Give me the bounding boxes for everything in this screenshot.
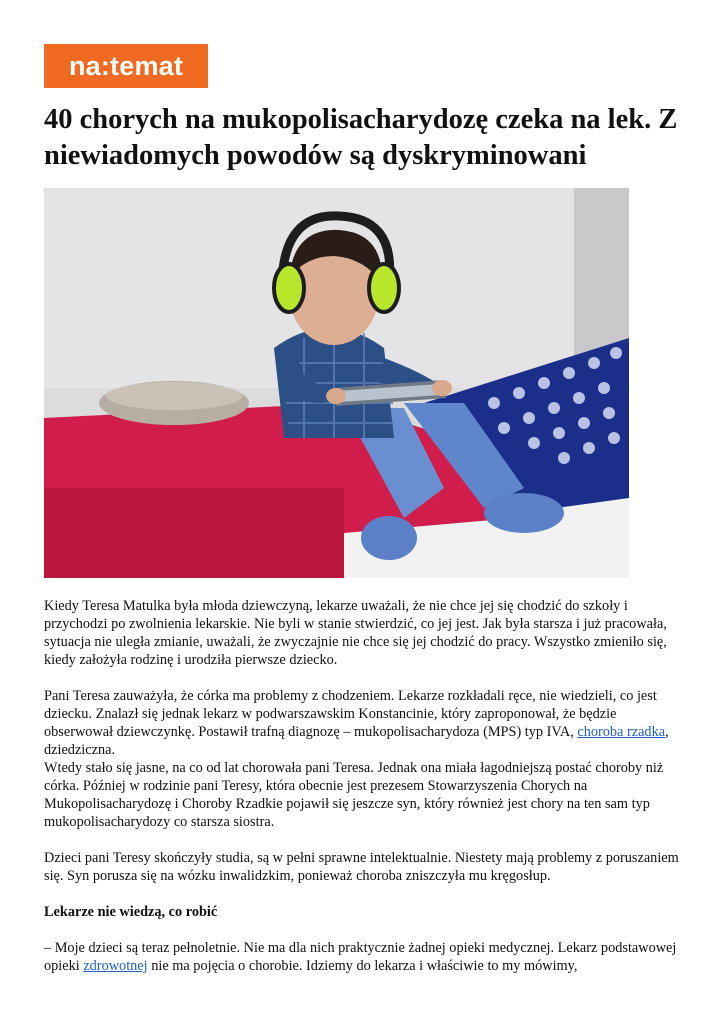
paragraph-1: Kiedy Teresa Matulka była młoda dziewczyną, lekarze uważali, że nie chce jej się chodzić do szkoły i przychodzi po zwolnienia lekarskie. Nie byli w stanie stwierdzić, co jej jest. Jak była starsza i już pracowała, sytuacja nie uległa zmianie, uważali, że zwyczajnie nie chce się jej chodzić do pracy. Wszystko zmieniło się, kiedy założyła rodzinę i urodziła pierwsze dziecko. [44,598,667,668]
article-title: 40 chorych na mukopolisacharydozę czeka na lek. Z niewiadomych powodów są dyskryminowani [44,104,678,171]
paragraph-2-end: , dziedziczna. [44,724,669,758]
paragraph-2 [44,687,684,759]
link-zdrowotnej[interactable]: zdrowotnej [83,958,148,974]
paragraph-5-end: nie ma pojęcia o chorobie. Idziemy do lekarza i właściwie to my mówimy, [147,958,578,974]
section-subheading: Lekarze nie wiedzą, co robić [44,904,218,920]
photo-illustration [44,188,629,578]
paragraph-5-text: – Moje dzieci są teraz pełnoletnie. Nie ma dla nich praktycznie żadnej opieki medycznej. Lekarz podstawowej opieki [44,940,677,974]
natemat-logo[interactable] [44,44,208,88]
article-photo [44,188,629,578]
article-body [44,597,684,993]
logo-text: na:temat [68,50,184,81]
paragraph-3: Wtedy stało się jasne, na co od lat chorowała pani Teresa. Jednak ona miała łagodniejszą postać choroby niż córka. Później w rodzinie pani Teresy, która obecnie jest prezesem Stowarzyszenia Chorych na Mukopolisacharydozę i Choroby Rzadkie pojawił się jeszcze syn, który również jest chory na ten sam typ mukopolisacharydozy co starsza siostra. [44,760,664,830]
paragraph-2-text: Pani Teresa zauważyła, że córka ma problemy z chodzeniem. Lekarze rozkładali ręce, nie wiedzieli, co jest dziecku. Znalazł się jednak lekarz w podwarszawskim Konstancinie, który zaproponował, że będzie obserwował dziewczynkę. Postawił trafną diagnozę – mukopolisacharydoza (MPS) typ IVA, [44,688,657,740]
link-choroba-rzadka[interactable]: choroba rzadka [577,724,666,740]
paragraph-5 [44,939,684,975]
paragraph-4: Dzieci pani Teresy skończyły studia, są w pełni sprawne intelektualnie. Niestety mają problemy z poruszaniem się. Syn porusza się na wózku inwalidzkim, ponieważ choroba zniszczyła mu kręgosłup. [44,850,679,884]
